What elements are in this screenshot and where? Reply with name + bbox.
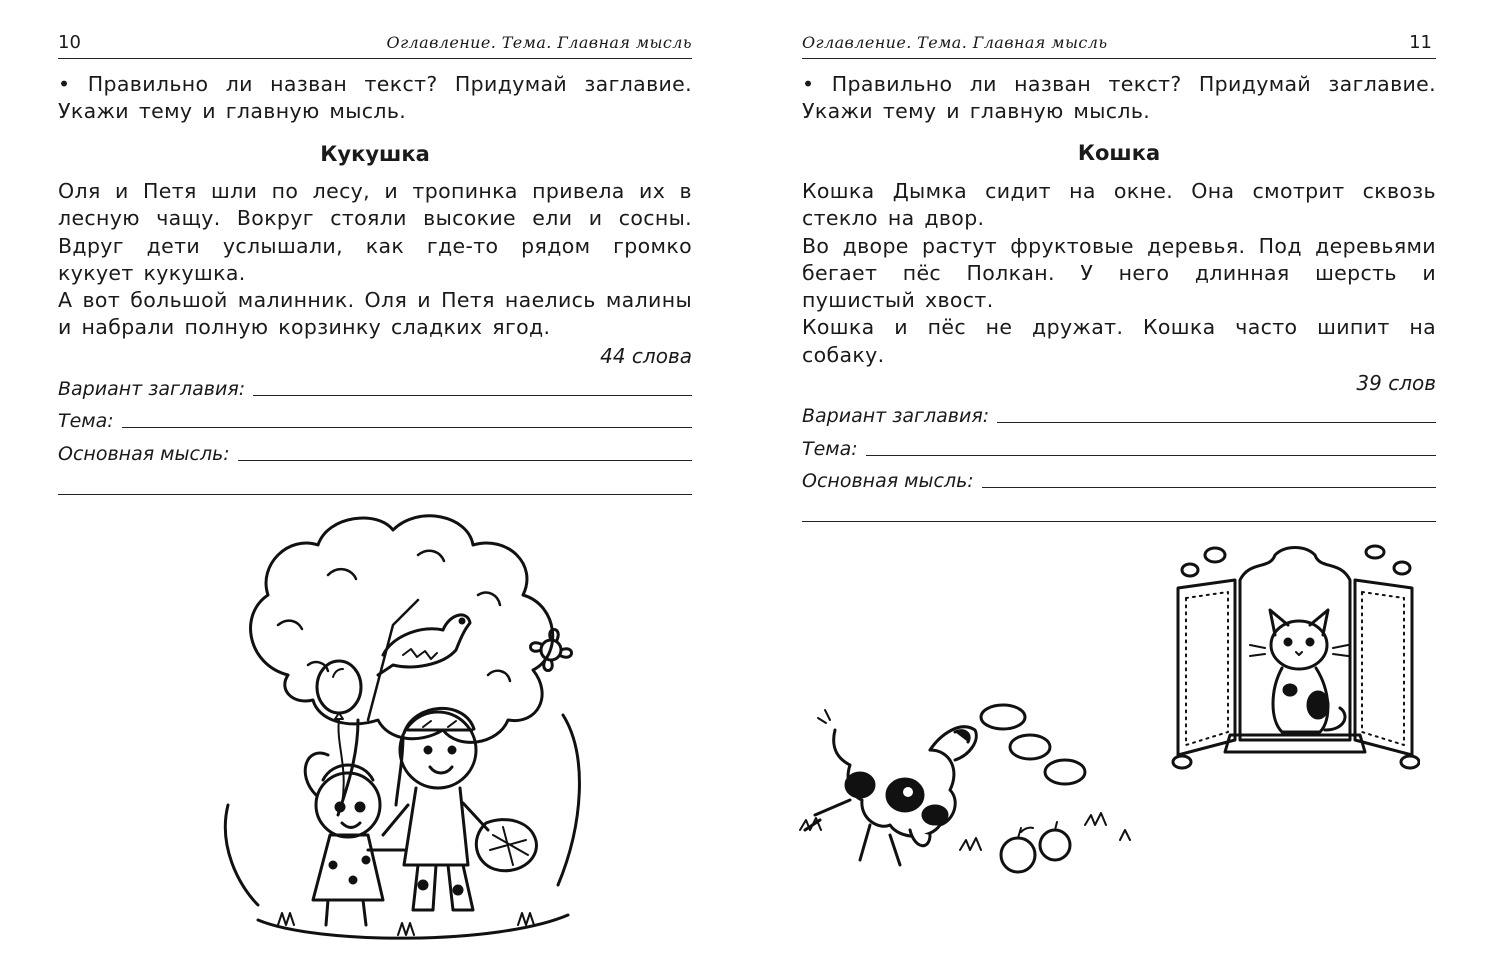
answer-line[interactable] [997, 421, 1436, 423]
field-label: Вариант заглавия: [58, 378, 246, 400]
field-label: Тема: [58, 410, 114, 432]
cat-icon [1250, 610, 1348, 732]
word-count: 44 слова [600, 344, 692, 368]
cat-in-window-illustration [1170, 540, 1420, 775]
story-text [58, 178, 692, 342]
page-header [58, 28, 692, 59]
left-page [58, 0, 692, 972]
page-header [802, 28, 1436, 59]
running-head: Оглавление. Тема. Главная мысль [802, 33, 1108, 52]
story-paragraph: Кошка Дымка сидит на окне. Она смотрит сквозь стекло на двор. [802, 179, 1436, 231]
story-paragraph: Оля и Петя шли по лесу, и тропинка привела их в лесную чащу. Вокруг стояли высокие ели и сосны. Вдруг дети услышали, как где-то рядом громко кукует кукушка. [58, 179, 692, 285]
dog-icon [805, 710, 976, 865]
right-page [802, 0, 1436, 972]
running-head: Оглавление. Тема. Главная мысль [386, 33, 692, 52]
answer-line[interactable] [253, 394, 692, 396]
theme-field[interactable] [802, 434, 1436, 462]
page-number: 11 [1409, 32, 1432, 53]
apple-icon [1001, 828, 1035, 872]
word-count: 39 слов [1356, 371, 1436, 395]
apple-icon [1040, 822, 1070, 860]
story-text [802, 178, 1436, 369]
field-label: Вариант заглавия: [802, 405, 990, 427]
boy-figure [383, 708, 488, 910]
story-title: Кошка [1077, 141, 1161, 165]
theme-field[interactable] [58, 406, 692, 434]
title-variant-field[interactable] [58, 374, 692, 402]
answer-line[interactable] [982, 486, 1436, 488]
answer-line[interactable] [238, 459, 692, 461]
answer-line-extra[interactable] [58, 494, 692, 495]
page-number: 10 [58, 32, 81, 53]
story-title: Кукушка [320, 142, 430, 166]
answer-line-extra[interactable] [802, 521, 1436, 522]
answer-line[interactable] [866, 454, 1436, 456]
field-label: Тема: [802, 438, 858, 460]
field-label: Основная мысль: [802, 470, 974, 492]
dog-running-illustration [790, 700, 1160, 900]
answer-line[interactable] [122, 426, 692, 428]
instruction: • Правильно ли назван текст? Придумай заглавие. Укажи тему и главную мысль. [58, 72, 692, 124]
story-paragraph: А вот большой малинник. Оля и Петя наелись малины и набрали полную корзинку сладких ягод. [58, 288, 692, 340]
cuckoo-bird-icon [378, 615, 470, 675]
story-paragraph: Кошка и пёс не дружат. Кошка часто шипит на собаку. [802, 315, 1436, 367]
instruction: • Правильно ли назван текст? Придумай заглавие. Укажи тему и главную мысль. [802, 72, 1436, 124]
title-variant-field[interactable] [802, 401, 1436, 429]
girl-figure [305, 753, 404, 925]
main-idea-field[interactable] [58, 439, 692, 467]
children-under-tree-illustration [218, 505, 598, 945]
story-paragraph: Во дворе растут фруктовые деревья. Под деревьями бегает пёс Полкан. У него длинная шерсть и пушистый хвост. [802, 233, 1436, 313]
main-idea-field[interactable] [802, 466, 1436, 494]
field-label: Основная мысль: [58, 443, 230, 465]
